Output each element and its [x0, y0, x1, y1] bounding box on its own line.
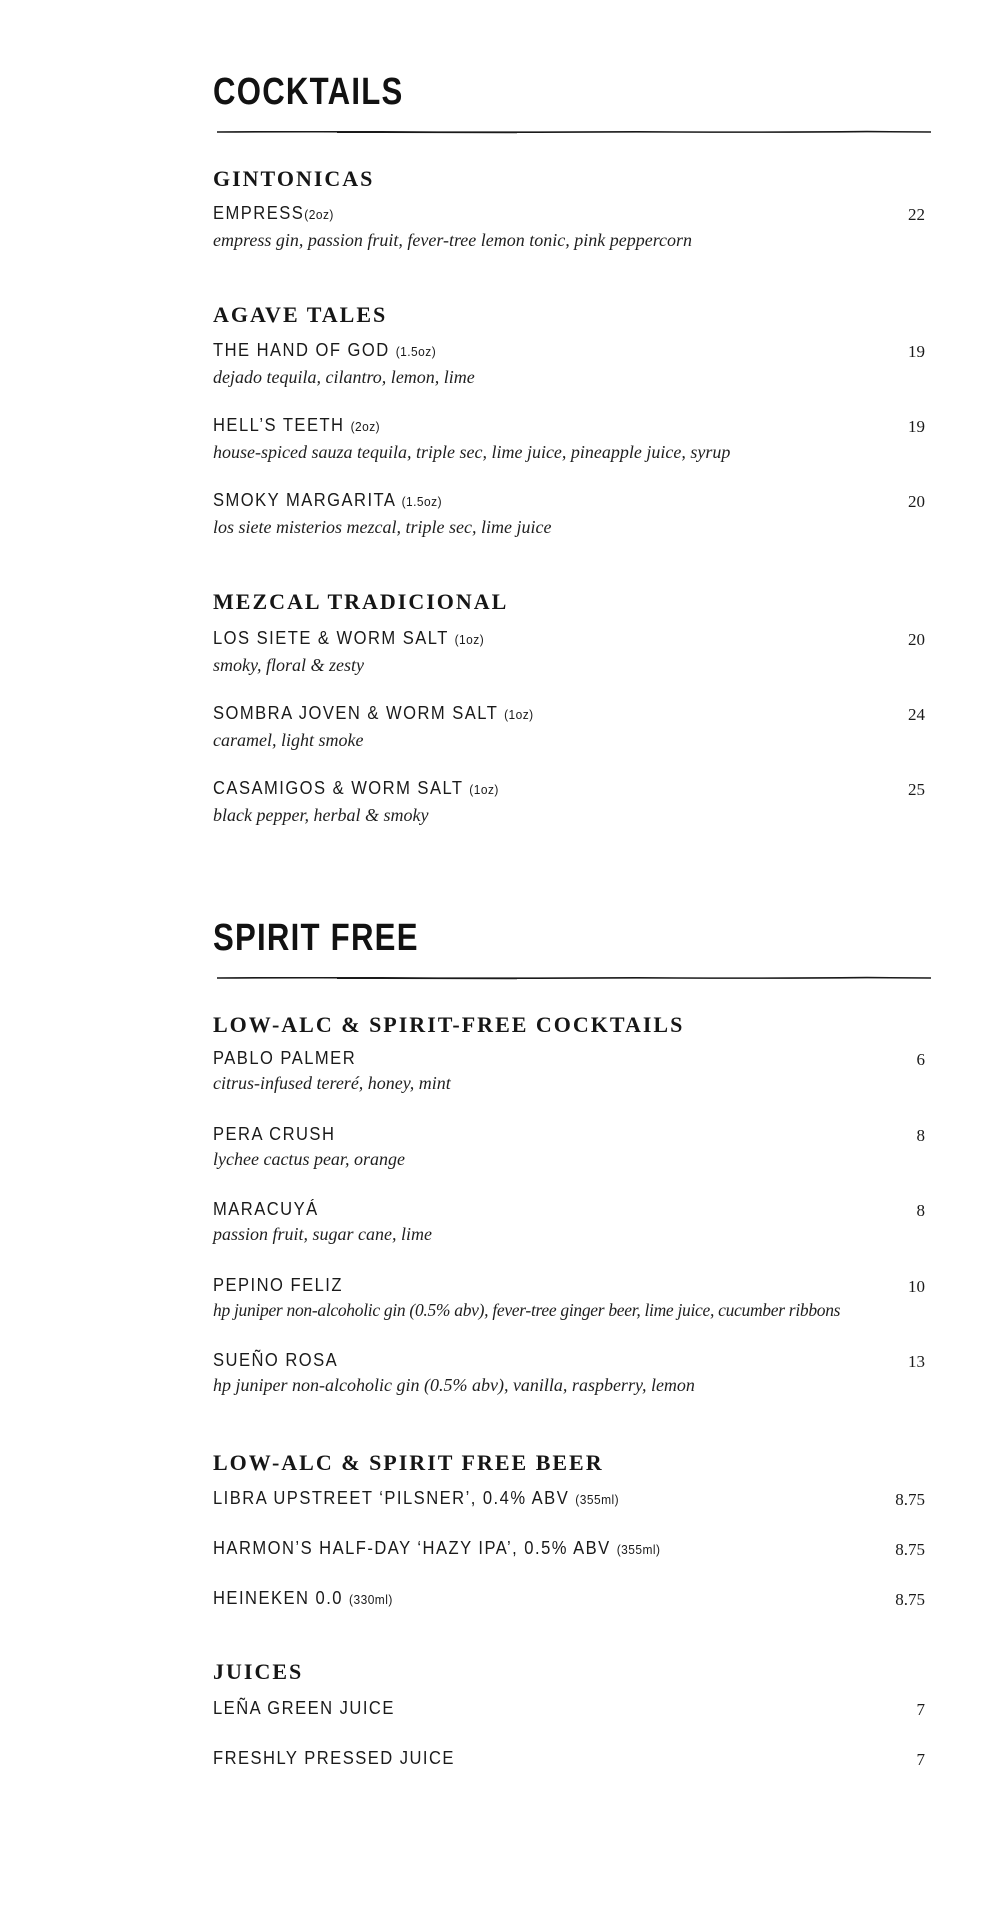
item-name: SMOKY MARGARITA (1.5oz): [213, 490, 443, 510]
item-price: 7: [916, 1750, 925, 1769]
item-description: caramel, light smoke: [213, 730, 364, 750]
menu-item: [213, 1274, 925, 1322]
item-size: (2oz): [350, 419, 381, 434]
item-description: hp juniper non-alcoholic gin (0.5% abv), fever-tree ginger beer, lime juice, cucumber ribbons: [213, 1300, 841, 1320]
item-name: SOMBRA JOVEN & WORM SALT (1oz): [213, 703, 534, 723]
item-description: citrus-infused tereré, honey, mint: [213, 1073, 451, 1093]
menu-item: [213, 1747, 925, 1769]
item-name: THE HAND OF GOD (1.5oz): [213, 340, 437, 360]
section-title-cocktails: COCKTAILS: [213, 71, 404, 113]
item-price: 25: [908, 780, 925, 799]
item-name: FRESHLY PRESSED JUICE: [213, 1748, 455, 1768]
category-juices: JUICES: [213, 1659, 304, 1684]
item-description: passion fruit, sugar cane, lime: [213, 1224, 432, 1244]
item-description: los siete misterios mezcal, triple sec, lime juice: [213, 517, 552, 537]
item-price: 7: [916, 1700, 925, 1719]
item-price: 8: [916, 1126, 925, 1145]
item-name: LIBRA UPSTREET ‘PILSNER’, 0.4% ABV (355ml): [213, 1488, 620, 1508]
item-name: LOS SIETE & WORM SALT (1oz): [213, 628, 485, 648]
item-size: (355ml): [575, 1492, 620, 1507]
spirit-free-section: [213, 918, 925, 958]
item-size: (1oz): [469, 782, 499, 797]
item-price: 20: [908, 630, 925, 649]
item-name: PEPINO FELIZ: [213, 1275, 343, 1295]
brush-divider: [217, 130, 931, 134]
menu-item: [213, 414, 925, 464]
menu-item: [213, 1487, 925, 1511]
item-name: PERA CRUSH: [213, 1124, 336, 1144]
category-spirit-free-cocktails: LOW-ALC & SPIRIT-FREE COCKTAILS: [213, 1012, 685, 1037]
menu-item: [213, 1123, 925, 1171]
item-price: 19: [908, 417, 925, 436]
item-name: PABLO PALMER: [213, 1048, 357, 1068]
item-name: MARACUYÁ: [213, 1199, 319, 1219]
item-description: dejado tequila, cilantro, lemon, lime: [213, 367, 475, 387]
category-mezcal-tradicional: MEZCAL TRADICIONAL: [213, 589, 509, 614]
menu-item: [213, 1537, 925, 1561]
item-description: black pepper, herbal & smoky: [213, 805, 429, 825]
item-price: 10: [908, 1277, 925, 1296]
item-size: (1oz): [454, 632, 485, 647]
item-name: EMPRESS(2oz): [213, 203, 334, 223]
menu-item: [213, 489, 925, 539]
item-size: (1oz): [504, 707, 534, 722]
item-description: hp juniper non-alcoholic gin (0.5% abv), vanilla, raspberry, lemon: [213, 1375, 695, 1395]
category-spirit-free-beer: LOW-ALC & SPIRIT FREE BEER: [213, 1450, 604, 1475]
menu-item: [213, 627, 925, 677]
item-price: 22: [908, 205, 925, 224]
item-price: 8.75: [895, 1540, 925, 1559]
item-price: 6: [916, 1050, 925, 1069]
menu-item: [213, 1349, 925, 1397]
menu-item: [213, 202, 925, 252]
item-size: (330ml): [349, 1592, 393, 1607]
item-name: HEINEKEN 0.0 (330ml): [213, 1588, 393, 1608]
item-description: empress gin, passion fruit, fever-tree lemon tonic, pink peppercorn: [213, 230, 693, 250]
item-name: HELL’S TEETH (2oz): [213, 415, 381, 435]
brush-divider: [217, 976, 931, 980]
item-description: house-spiced sauza tequila, triple sec, lime juice, pineapple juice, syrup: [213, 442, 731, 462]
item-price: 24: [908, 705, 925, 724]
menu-item: [213, 777, 925, 827]
item-price: 8.75: [895, 1590, 925, 1609]
cocktails-section: [213, 72, 925, 112]
menu-item: [213, 702, 925, 752]
menu-item: [213, 1047, 925, 1095]
item-size: (355ml): [616, 1542, 661, 1557]
menu-item: [213, 1587, 925, 1611]
item-size: (2oz): [304, 207, 334, 222]
item-name: LEÑA GREEN JUICE: [213, 1698, 395, 1718]
category-gintonicas: GINTONICAS: [213, 166, 375, 191]
item-size: (1.5oz): [395, 344, 437, 359]
menu-item: [213, 1198, 925, 1246]
item-price: 13: [908, 1352, 925, 1371]
category-agave-tales: AGAVE TALES: [213, 302, 388, 327]
item-description: smoky, floral & zesty: [213, 655, 364, 675]
item-name: CASAMIGOS & WORM SALT (1oz): [213, 778, 499, 798]
item-price: 20: [908, 492, 925, 511]
item-description: lychee cactus pear, orange: [213, 1149, 405, 1169]
item-price: 8: [916, 1201, 925, 1220]
item-price: 19: [908, 342, 925, 361]
section-title-spirit-free: SPIRIT FREE: [213, 917, 419, 959]
item-size: (1.5oz): [401, 494, 443, 509]
item-price: 8.75: [895, 1490, 925, 1509]
menu-item: [213, 1697, 925, 1719]
item-name: SUEÑO ROSA: [213, 1350, 339, 1370]
menu-item: [213, 339, 925, 389]
item-name: HARMON’S HALF-DAY ‘HAZY IPA’, 0.5% ABV (355ml): [213, 1538, 661, 1558]
